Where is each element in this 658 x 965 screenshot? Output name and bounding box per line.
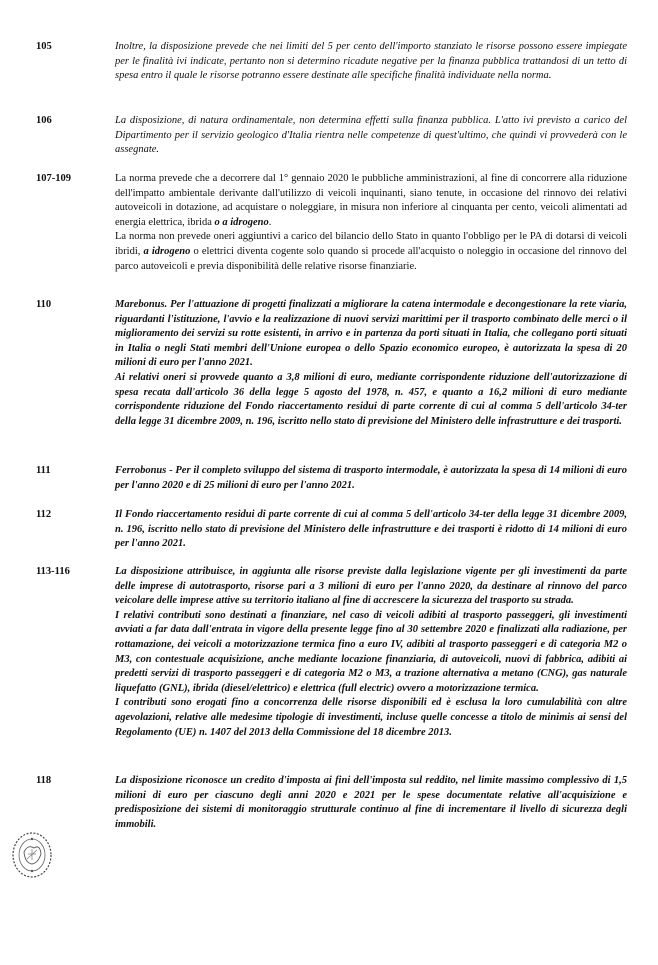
entry-text [115, 40, 627, 84]
entry-text [115, 565, 627, 740]
paragraph: I contributi sono erogati fino a concorrenza delle risorse disponibili ed è esclusa la loro cumulabilità con altre agevolazioni, relative alle medesime tipologie di investimenti, incluse quelle concesse a titolo de minimis ai sensi del Regolamento (UE) n. 1407 del 2013 della Commissione del 18 dicembre 2013. [115, 697, 627, 738]
entry-text [115, 508, 627, 552]
paragraph: La norma non prevede oneri aggiuntivi a carico del bilancio dello Stato in quanto l'obbligo per le PA di dotarsi di veicoli ibridi, a idrogeno o elettrici diventa cogente solo quando si procede all'acquisto o noleggio in occasione del rinnovo del parco autoveicoli e previa disponibilità delle relative risorse finanziarie. [115, 231, 627, 272]
paragraph: La disposizione, di natura ordinamentale, non determina effetti sulla finanza pubblica. L'atto ivi previsto a carico del Dipartimento per il servizio geologico d'Italia rientra nelle competenze di quest'ultimo, che quindi vi provvederà con le assegnate. [115, 115, 627, 156]
paragraph: Ferrobonus - Per il completo sviluppo del sistema di trasporto intermodale, è autorizzata la spesa di 14 milioni di euro per l'anno 2020 e di 25 milioni di euro per l'anno 2021. [115, 465, 627, 491]
entry-text [115, 464, 627, 493]
entry-number: 111 [36, 465, 51, 476]
paragraph: Ai relativi oneri si provvede quanto a 3,8 milioni di euro, mediante corrispondente riduzione dell'autorizzazione di spesa recata dall'articolo 36 della legge 5 agosto del 1978, n. 457, e quanto a 16,2 milioni di euro mediante corrispondente riduzione del Fondo riaccertamento residui di parte corrente di cui al comma 5 dell'articolo 34-ter della legge 31 dicembre 2009, n. 196, iscritto nello stato di previsione del Ministero delle infrastrutture e dei trasporti. [115, 371, 627, 427]
paragraph: Marebonus. Per l'attuazione di progetti finalizzati a migliorare la catena intermodale e decongestionare la rete viaria, riguardanti l'istituzione, l'avvio e la realizzazione di nuovi servizi marittimi per il trasporto combinato delle merci o il miglioramento dei servizi su rotte esistenti, in arrivo e in partenza da porti situati in Italia, che collegano porti situati in Italia o negli Stati membri dell'Unione europea o dello Spazio economico europeo, è autorizzata la spesa di 20 milioni di euro per l'anno 2021. [115, 299, 627, 369]
paragraph: Inoltre, la disposizione prevede che nei limiti del 5 per cento dell'importo stanziato le risorse possono essere impiegate per le finalità ivi indicate, pertanto non si determino ricadute negative per la finanza pubblica trattandosi di un tetto di spesa entro il quale le risorse potranno essere destinate alle specifiche finalità individuate nella norma. [115, 41, 627, 82]
paragraph: I relativi contributi sono destinati a finanziare, nel caso di veicoli adibiti al trasporto passeggeri, gli investimenti avviati a far data dall'entrata in vigore della presente legge fino al 30 settembre 2020 e finalizzati alla radiazione, per rottamazione, dei veicoli a motorizzazione termica fino a euro IV, adibiti al trasporto passeggeri e di categoria M2 o M3, con contestuale acquisizione, anche mediante locazione finanziaria, di autoveicoli, nuovi di fabbrica, adibiti ai predetti servizi di trasporto passeggeri e di categoria M2 o M3, a trazione alternativa a metano (CNG), gas naturale liquefatto (GNL), ibrida (diesel/elettrico) e elettrica (full electric) ovvero a motorizzazione termica. [115, 609, 627, 694]
entry-number: 105 [36, 41, 52, 52]
entry-text [115, 114, 627, 158]
entry-text [115, 298, 627, 429]
paragraph: La disposizione riconosce un credito d'imposta ai fini dell'imposta sul reddito, nel limite massimo complessivo di 1,5 milioni di euro per ciascuno degli anni 2020 e 2021 per le spese documentate relative all'acquisizione e predisposizione dei sistemi di monitoraggio strutturale continuo al fine di incrementare il livello di sicurezza degli immobili. [115, 775, 627, 830]
entry-number: 106 [36, 115, 52, 126]
official-seal-stamp [10, 830, 54, 880]
paragraph: Il Fondo riaccertamento residui di parte corrente di cui al comma 5 dell'articolo 34-ter della legge 31 dicembre 2009, n. 196, iscritto nello stato di previsione del Ministero delle infrastrutture e dei trasporti è ridotto di 14 milioni di euro per l'anno 2021. [115, 509, 627, 550]
entry-number: 110 [36, 299, 52, 310]
entry-number: 118 [36, 775, 52, 786]
entry-number: 113-116 [36, 566, 70, 577]
entry-number: 112 [36, 509, 52, 520]
paragraph: La disposizione attribuisce, in aggiunta alle risorse previste dalla legislazione vigente per gli investimenti da parte delle imprese di autotrasporto, risorse pari a 3 milioni di euro per l'anno 2020, da destinare al rinnovo del parco veicolare delle imprese attive su territorio italiano al fine di accrescere la sicurezza del trasporto su strada. [115, 566, 627, 607]
paragraph: La norma prevede che a decorrere dal 1° gennaio 2020 le pubbliche amministrazioni, al fine di concorrere alla riduzione dell'impatto ambientale derivante dall'utilizzo di veicoli inquinanti, siano tenute, in occasione del rinnovo dei relativi autoveicoli in dotazione, ad acquistare o noleggiare, in misura non inferiore al cinquanta per cento, veicoli alimentati ad energia elettrica, ibrida o a idrogeno. [115, 173, 627, 228]
entry-number: 107-109 [36, 173, 71, 184]
entry-text [115, 172, 627, 274]
entry-text [115, 774, 627, 832]
